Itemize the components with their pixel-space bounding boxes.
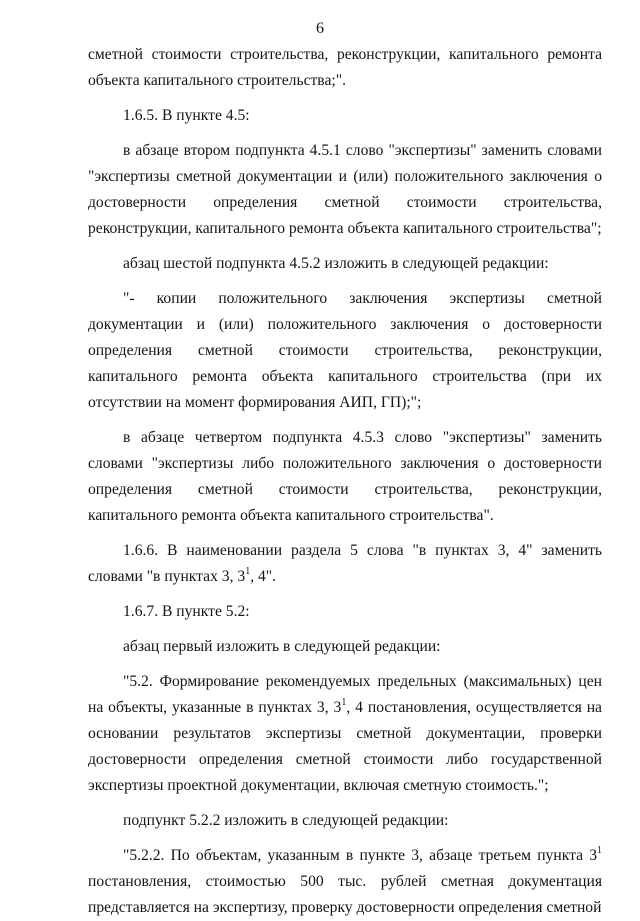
superscript-one: 1 [341,696,347,708]
paragraph-amendment-4-5-2-text: "- копии положительного заключения экспертизы сметной документации и (или) положительного заключения о достоверности определения сметной стоимости строительства, реконструкции, капитального ремонта объекта капитального строительства (при их отсутствии на момент формирования АИП, ГП);"; [88,290,602,411]
document-body [88,42,602,921]
paragraph-continuation: сметной стоимости строительства, реконструкции, капитального ремонта объекта капитального строительства;". [88,46,602,89]
paragraph-item-1-6-6: 1.6.6. В наименовании раздела 5 слова "в пунктах 3, 4" заменить словами "в пунктах 3, $3^1$, 4". [88,542,602,585]
paragraph-amendment-5-2-2-text: "5.2.2. По объектам, указанным в пункте 3, абзаце третьем пункта $3^1$ постановления, стоимостью 500 тыс. рублей сметная документация представляется на экспертизу, проверку достоверности определения сметной [88,844,602,916]
paragraph-item-1-6-5: 1.6.5. В пункте 4.5: [123,107,250,124]
superscript-one: 1 [245,565,251,577]
page-number: 6 [316,20,324,37]
paragraph-amendment-5-2-intro: абзац первый изложить в следующей редакции: [123,638,441,655]
paragraph-amendment-4-5-3: в абзаце четвертом подпункта 4.5.3 слово "экспертизы" заменить словами "экспертизы либо положительного заключения о достоверности определения сметной стоимости строительства, реконструкции, капитального ремонта объекта капитального строительства". [88,429,602,524]
paragraph-amendment-5-2-2-intro: подпункт 5.2.2 изложить в следующей редакции: [123,812,449,829]
superscript-one: 1 [597,844,602,856]
paragraph-item-1-6-7: 1.6.7. В пункте 5.2: [123,603,250,620]
paragraph-amendment-5-2-text: "5.2. Формирование рекомендуемых предельных (максимальных) цен на объекты, указанные в пунктах 3, $3^1$, 4 постановления, осуществляется на основании результатов экспертизы сметной документации, проверки достоверности определения сметной стоимости либо государственной экспертизы проектной документации, включая сметную стоимость."; [88,673,602,794]
paragraph-amendment-4-5-1: в абзаце втором подпункта 4.5.1 слово "экспертизы" заменить словами "экспертизы сметной документации и (или) положительного заключения о достоверности определения сметной стоимости строительства, реконструкции, капитального ремонта объекта капитального строительства"; [88,142,602,237]
paragraph-amendment-4-5-2-intro: абзац шестой подпункта 4.5.2 изложить в следующей редакции: [123,255,549,272]
